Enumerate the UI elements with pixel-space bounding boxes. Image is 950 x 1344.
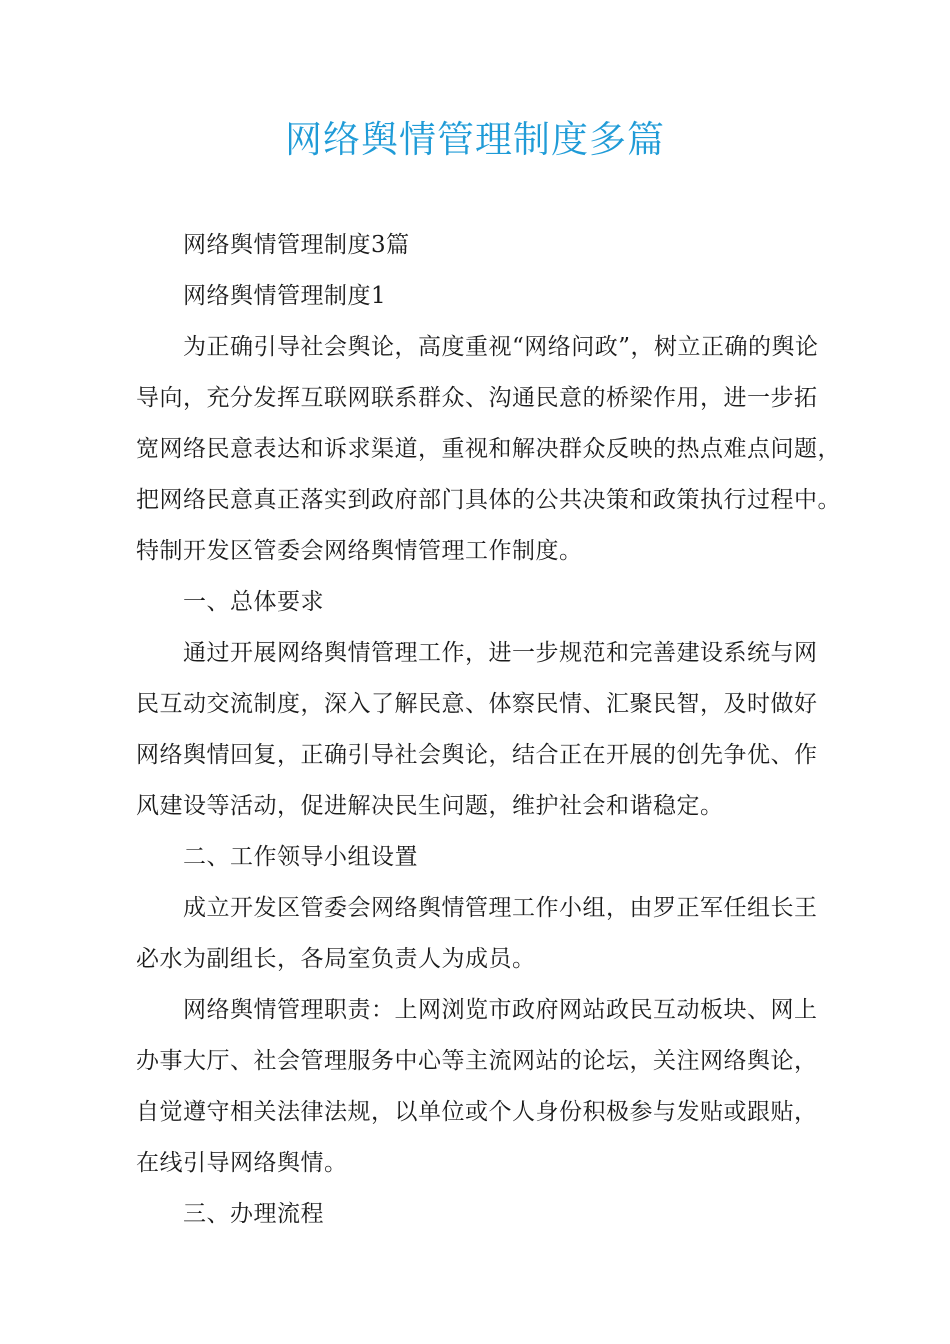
- intro-line: 把网络民意真正落实到政府部门具体的公共决策和政策执行过程中。: [136, 487, 841, 513]
- document-title: 网络舆情管理制度多篇: [285, 118, 665, 161]
- paragraph-line: 必水为副组长，各局室负责人为成员。: [136, 946, 536, 972]
- intro-line: 宽网络民意表达和诉求渠道，重视和解决群众反映的热点难点问题，: [136, 436, 841, 462]
- paragraph-line: 办事大厅、社会管理服务中心等主流网站的论坛，关注网络舆论，: [136, 1048, 818, 1074]
- heading-general-requirements: 一、总体要求: [183, 589, 324, 615]
- intro-line: 导向，充分发挥互联网联系群众、沟通民意的桥梁作用，进一步拓: [136, 385, 818, 411]
- paragraph-line: 风建设等活动，促进解决民生问题，维护社会和谐稳定。: [136, 793, 724, 819]
- paragraph-line: 自觉遵守相关法律法规，以单位或个人身份积极参与发贴或跟贴，: [136, 1099, 818, 1125]
- heading-leadership-group: 二、工作领导小组设置: [183, 844, 418, 870]
- paragraph-line: 成立开发区管委会网络舆情管理工作小组，由罗正军任组长王: [183, 895, 818, 921]
- paragraph-line: 在线引导网络舆情。: [136, 1150, 348, 1176]
- intro-line: 为正确引导社会舆论，高度重视“网络问政”，树立正确的舆论: [183, 334, 819, 360]
- intro-line: 特制开发区管委会网络舆情管理工作制度。: [136, 538, 583, 564]
- paragraph-line: 通过开展网络舆情管理工作，进一步规范和完善建设系统与网: [183, 640, 818, 666]
- heading-process: 三、办理流程: [183, 1201, 324, 1227]
- paragraph-line: 民互动交流制度，深入了解民意、体察民情、汇聚民智，及时做好: [136, 691, 818, 717]
- section-title: 网络舆情管理制度1: [183, 283, 387, 309]
- subtitle-count: 网络舆情管理制度3篇: [183, 232, 410, 258]
- paragraph-line: 网络舆情回复，正确引导社会舆论，结合正在开展的创先争优、作: [136, 742, 818, 768]
- paragraph-line: 网络舆情管理职责：上网浏览市政府网站政民互动板块、网上: [183, 997, 818, 1023]
